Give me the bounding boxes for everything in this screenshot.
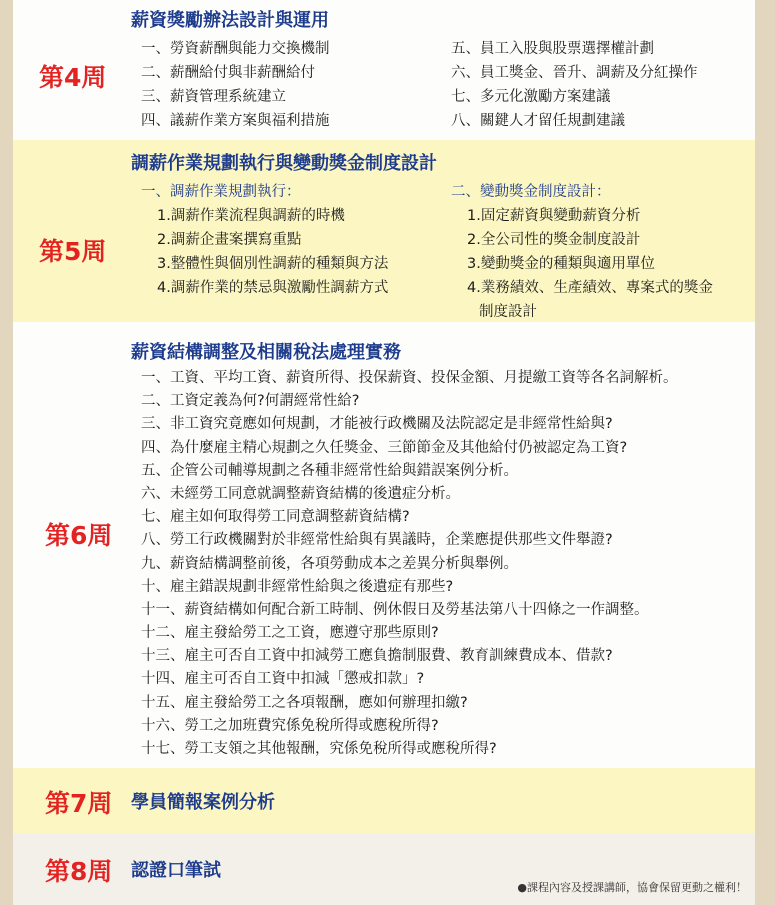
week-5-section bbox=[13, 140, 755, 322]
week-7-label: 第7周 bbox=[45, 789, 113, 818]
list-item: 十三、雇主可否自工資中扣減勞工應負擔制服費、教育訓練費成本、借款? bbox=[141, 648, 613, 665]
week-4-left-list bbox=[141, 37, 330, 133]
week-6-section bbox=[13, 322, 755, 768]
course-schedule bbox=[13, 0, 755, 905]
list-item: 五、員工入股與股票選擇權計劃 bbox=[451, 41, 654, 57]
list-item: 二、工資定義為何?何謂經常性給? bbox=[141, 393, 360, 410]
footer-note: ●課程內容及授課講師，協會保留更動之權利！ bbox=[517, 881, 747, 894]
week-6-list bbox=[141, 367, 678, 761]
list-item: 2.全公司性的獎金制度設計 bbox=[467, 232, 641, 248]
list-item: 十一、薪資結構如何配合新工時制、例休假日及勞基法第八十四條之一作調整。 bbox=[141, 601, 649, 618]
list-item: 七、雇主如何取得勞工同意調整薪資結構? bbox=[141, 509, 410, 526]
week-5-title: 調薪作業規劃執行與變動獎金制度設計 bbox=[131, 153, 437, 174]
list-item: 十四、雇主可否自工資中扣減「懲戒扣款」? bbox=[141, 671, 425, 688]
week-8-label: 第8周 bbox=[45, 857, 113, 886]
list-item: 1.固定薪資與變動薪資分析 bbox=[467, 208, 641, 224]
list-item: 三、非工資究竟應如何規劃，才能被行政機關及法院認定是非經常性給與? bbox=[141, 416, 613, 433]
list-item: 十二、雇主發給勞工之工資，應遵守那些原則? bbox=[141, 625, 439, 642]
list-item: 4.業務績效、生產績效、專案式的獎金 bbox=[467, 280, 713, 296]
week-5-label: 第5周 bbox=[39, 237, 107, 266]
week-4-section bbox=[13, 0, 755, 140]
week-4-label: 第4周 bbox=[39, 63, 107, 92]
list-item: 六、員工獎金、晉升、調薪及分紅操作 bbox=[451, 65, 698, 81]
list-item: 十七、勞工支領之其他報酬，究係免稅所得或應稅所得? bbox=[141, 741, 497, 757]
list-item: 制度設計 bbox=[479, 304, 537, 320]
week-5-left-heading: 一、調薪作業規劃執行： bbox=[141, 184, 301, 200]
list-item: 2.調薪企畫案撰寫重點 bbox=[157, 232, 302, 248]
list-item: 二、薪酬給付與非薪酬給付 bbox=[141, 65, 315, 81]
list-item: 十、雇主錯誤規劃非經常性給與之後遺症有那些? bbox=[141, 578, 454, 595]
list-item: 一、工資、平均工資、薪資所得、投保薪資、投保金額、月提繳工資等各名詞解析。 bbox=[141, 370, 678, 386]
week-8-title: 認證口筆試 bbox=[131, 860, 221, 881]
week-4-title: 薪資獎勵辦法設計與運用 bbox=[131, 10, 329, 31]
list-item: 4.調薪作業的禁忌與激勵性調薪方式 bbox=[157, 280, 389, 296]
week-5-left-list bbox=[141, 180, 388, 300]
list-item: 3.變動獎金的種類與適用單位 bbox=[467, 256, 655, 272]
list-item: 三、薪資管理系統建立 bbox=[141, 89, 286, 105]
week-8-section bbox=[13, 834, 755, 905]
week-5-right-list bbox=[451, 180, 713, 324]
list-item: 八、勞工行政機關對於非經常性給與有異議時，企業應提供那些文件舉證? bbox=[141, 532, 613, 549]
list-item: 九、薪資結構調整前後，各項勞動成本之差異分析與舉例。 bbox=[141, 555, 518, 572]
week-5-right-heading: 二、變動獎金制度設計： bbox=[451, 184, 611, 200]
list-item: 四、為什麼雇主精心規劃之久任獎金、三節節金及其他給付仍被認定為工資? bbox=[141, 439, 628, 456]
list-item: 一、勞資薪酬與能力交換機制 bbox=[141, 41, 330, 57]
week-6-label: 第6周 bbox=[45, 521, 113, 550]
week-6-title: 薪資結構調整及相關稅法處理實務 bbox=[131, 342, 401, 363]
week-4-right-list bbox=[451, 37, 698, 133]
list-item: 八、關鍵人才留任規劃建議 bbox=[451, 113, 625, 129]
list-item: 3.整體性與個別性調薪的種類與方法 bbox=[157, 256, 389, 272]
list-item: 七、多元化激勵方案建議 bbox=[451, 89, 611, 105]
week-7-section bbox=[13, 768, 755, 834]
list-item: 四、議薪作業方案與福利措施 bbox=[141, 113, 330, 129]
list-item: 五、企管公司輔導規劃之各種非經常性給與錯誤案例分析。 bbox=[141, 462, 518, 479]
list-item: 十六、勞工之加班費究係免稅所得或應稅所得? bbox=[141, 717, 439, 734]
list-item: 1.調薪作業流程與調薪的時機 bbox=[157, 208, 345, 224]
list-item: 六、未經勞工同意就調整薪資結構的後遺症分析。 bbox=[141, 485, 460, 502]
list-item: 十五、雇主發給勞工之各項報酬，應如何辦理扣繳? bbox=[141, 694, 468, 711]
week-7-title: 學員簡報案例分析 bbox=[131, 792, 275, 813]
